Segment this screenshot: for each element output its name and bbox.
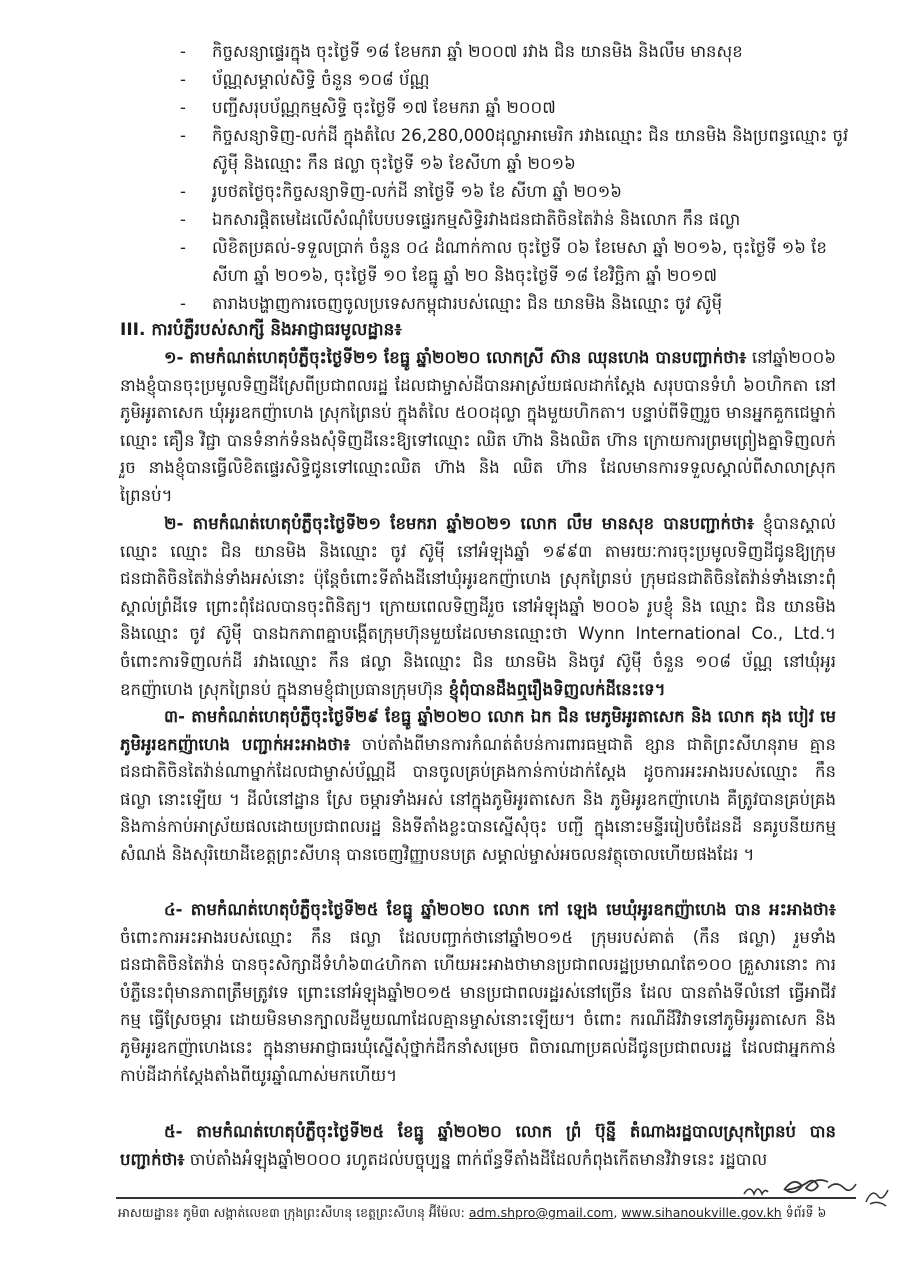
statement-body: ចាប់តាំងពីមានការកំណត់តំបន់ការពារធម្មជាតិ ខ្សាន ជាតិព្រះសីហនុរាម គ្មានជនជាតិចិនតៃវ៉ាន់ណាម្នាក់ដែលជាម្ចាស់ប័ណ្ណដី បានចូលគ្រប់គ្រងកាន់កាប់ដាក់ស្តែង ដូចការអះអាងរបស់ឈ្មោះ កឹន ផល្លា នោះឡើយ ។ ដីលំនៅដ្ឋាន ស្រែ ចម្ការទាំងអស់ នៅក្នុងភូមិអូរតាសេក និង ភូមិអូរឧកញ៉ាហេង គឺត្រូវបានគ្រប់គ្រង និងកាន់កាប់អាស្រ័យផលដោយប្រជាពលរដ្ឋ និងទីតាំងខ្លះបានស្នើសុំចុះ បញ្ជី ក្នុងនោះមន្ទីររៀបចំដែនដី នគរូបនីយកម្ម សំណង់ និងសុរិយោដីខេត្តព្រះសីហនុ បានចេញវិញ្ញាបនបត្រ សម្គាល់ម្ចាស់អចលនវត្ថុចោលហើយផងដែរ ។ <box>120 734 836 864</box>
section-heading: III. ការបំភ្លឺរបស់សាក្សី និងអាជ្ញាធរមូលដ្ឋាន៖ <box>120 320 402 340</box>
dash-marker: - <box>180 238 186 257</box>
footer-divider <box>116 1197 856 1199</box>
statement-lead: ១- តាមកំណត់ហេតុបំភ្លឺចុះថ្ងៃទី២១ ខែធ្នូ ឆ្នាំ២០២០ លោកស្រី ស៊ាន ឈុនហេង បានបញ្ជាក់ថា៖ <box>164 348 747 367</box>
witness-statement-4 <box>120 896 836 1089</box>
page-initial-mark <box>862 1180 892 1210</box>
statement-body: ចាប់តាំងអំឡុងឆ្នាំ២០០០ រហូតដល់បច្ចុប្បន្ន ពាក់ព័ន្ធទីតាំងដីដែលកំពុងកើតមានវិវាទនេះ រដ្ឋបាល <box>184 1149 768 1169</box>
list-item: - រូបថតថ្ងៃចុះកិច្ចសន្យាទិញ-លក់ដី នាថ្ងៃទី ១៦ ខែ សីហា ឆ្នាំ ២០១៦ <box>196 178 856 206</box>
witness-statement-2 <box>120 510 836 703</box>
statement-body: ខ្ញុំបានស្គាល់ឈ្មោះ ឈ្មោះ ជិន យានមិង និងឈ្មោះ ចូវ ស៊ូមុី នៅអំឡុងឆ្នាំ ១៩៩៣ តាមរយៈការចុះប្រមូលទិញដីជូនឱ្យក្រុមជនជាតិចិនតៃវ៉ាន់ទាំងអស់នោះ ប៉ុន្តែចំពោះទីតាំងដីនៅឃុំអូរឧកញ៉ាហេង ស្រុកព្រៃនប់ ក្រុមជនជាតិចិនតៃវ៉ាន់ទាំងនោះពុំស្គាល់ព្រំដីទេ ព្រោះពុំដែលបានចុះពិនិត្យ។ ក្រោយពេលទិញដីរួច នៅអំឡុងឆ្នាំ ២០០៦ រូបខ្ញុំ និង ឈ្មោះ ជិន យានមិង និងឈ្មោះ ចូវ ស៊ូមុី បានឯកភាពគ្នាបង្កើតក្រុមហ៊ុនមួយដែលមានឈ្មោះថា Wynn International Co., Ltd.។ ចំពោះការទិញលក់ដី រវាងឈ្មោះ កឹន ផល្លា និងឈ្មោះ ជិន យានមិង និងចូវ ស៊ូមុី ចំនួន ១០៨ ប័ណ្ណ នៅឃុំអូរឧកញ៉ាហេង ស្រុកព្រៃនប់ ក្នុងនាមខ្ញុំជាប្រធានក្រុមហ៊ុន <box>120 514 836 699</box>
evidence-list <box>180 38 856 318</box>
dash-marker: - <box>180 42 186 61</box>
list-item: - ឯកសារផ្តិតមេដៃលើសំណុំបែបបទផ្ទេរកម្មសិទ្ធិរវាងជនជាតិចិនតៃវ៉ាន់ និងលោក កឹន ផល្លា <box>196 206 856 234</box>
list-item: - កិច្ចសន្យាផ្ទេរក្នុង ចុះថ្ងៃទី ១៨ ខែមករា ឆ្នាំ ២០០៧ រវាង ជិន យានមិង និងលឹម មានសុខ <box>196 38 856 66</box>
statement-lead: ៤- តាមកំណត់ហេតុបំភ្លឺចុះថ្ងៃទី២៥ ខែធ្នូ ឆ្នាំ២០២០ លោក កៅ ឡេង មេឃុំអូរឧកញ៉ាហេង បាន អះអាងថា៖ <box>164 900 836 919</box>
footer-address: អាសយដ្ឋាន៖ ភូមិ៣ សង្កាត់លេខ៣ ក្រុងព្រះសីហនុ ខេត្តព្រះសីហនុ អ៊ីម៉ែល: <box>118 1205 465 1220</box>
statement-lead: ៥- តាមកំណត់ហេតុបំភ្លឺចុះថ្ងៃទី២៥ ខែធ្នូ ឆ្នាំ២០២០ លោក ព្រំ ប៊ុន្នី តំណាងរដ្ឋបាលស្រុកព្រៃនប់ បាន បញ្ជាក់ថា៖ <box>120 1122 836 1169</box>
statement-body: ចំពោះការអះអាងរបស់ឈ្មោះ កឹន ផល្លា ដែលបញ្ជាក់ថានៅឆ្នាំ២០១៥ ក្រុមរបស់គាត់ (កឹន ផល្លា) រួមទាំងជនជាតិចិនតៃវ៉ាន់ បានចុះសិក្សាដីទំហំ៦៣៤ហិកតា ហើយអះអាងថាមានប្រជាពលរដ្ឋប្រមាណតែ១០០ គ្រួសារនោះ ការបំភ្លឺនេះពុំមានភាពត្រឹមត្រូវទេ ព្រោះនៅអំឡុងឆ្នាំ២០១៥ មានប្រជាពលរដ្ឋរស់នៅច្រើន ដែល បានតាំងទីលំនៅ ធ្វើអាជីវកម្ម ធ្វើស្រែចម្ការ ដោយមិនមានក្បាលដីមួយណាដែលគ្មានម្ចាស់នោះឡើយ។ ចំពោះ ករណីដីវិវាទនៅភូមិអូរតាសេក និងភូមិអូរឧកញ៉ាហេងនេះ ក្នុងនាមអាជ្ញាធរឃុំស្នើសុំថ្នាក់ដឹកនាំសម្រេច ពិចារណាប្រគល់ដីជូនប្រជាពលរដ្ឋ ដែលជាអ្នកកាន់កាប់ដីដាក់ស្តែងតាំងពីយូរឆ្នាំណាស់មកហើយ។ <box>120 927 836 1085</box>
witness-statement-3 <box>120 703 836 869</box>
list-item: - បញ្ជីសរុបប័ណ្ណកម្មសិទ្ធិ ចុះថ្ងៃទី ១៧ ខែមករា ឆ្នាំ ២០០៧ <box>196 94 856 122</box>
footer-website-link[interactable]: www.sihanoukville.gov.kh <box>621 1205 782 1220</box>
witness-statement-5 <box>120 1118 836 1173</box>
page-footer <box>118 1203 858 1223</box>
list-item: - ប័ណ្ណសម្គាល់សិទ្ធិ ចំនួន ១០៨ ប័ណ្ណ <box>196 66 856 94</box>
dash-marker: - <box>180 182 186 201</box>
footer-email-link[interactable]: adm.shpro@gmail.com <box>468 1205 614 1220</box>
dash-marker: - <box>180 210 186 229</box>
page-number: ទំព័រទី ៦ <box>785 1205 827 1220</box>
statement-lead: ៣- តាមកំណត់ហេតុបំភ្លឺចុះថ្ងៃទី២៩ ខែធ្នូ ឆ្នាំ២០២០ លោក ឯក ជិន មេភូមិអូរតាសេក និង លោក តុង បៀវ មេភូមិអូរឧកញ៉ាហេង បញ្ជាក់អះអាងថា៖ <box>120 707 836 754</box>
statement-lead: ២- តាមកំណត់ហេតុបំភ្លឺចុះថ្ងៃទី២១ ខែមករា ឆ្នាំ២០២១ លោក លឹម មានសុខ បានបញ្ជាក់ថា៖ <box>164 514 754 533</box>
list-item: - កិច្ចសន្យាទិញ-លក់ដី ក្នុងតំលៃ 26,280,000ដុល្លាអាមេរិក រវាងឈ្មោះ ជិន យានមិង និងប្រពន្ធឈ្មោះ ចូវ ស៊ូមុី និងឈ្មោះ កឹន ផល្លា ចុះថ្ងៃទី ១៦ ខែសីហា ឆ្នាំ ២០១៦ <box>196 122 856 178</box>
list-item: - លិខិតប្រគល់-ទទួលប្រាក់ ចំនួន ០៤ ដំណាក់កាល ចុះថ្ងៃទី ០៦ ខែមេសា ឆ្នាំ ២០១៦, ចុះថ្ងៃទី ១៦ ខែសីហា ឆ្នាំ ២០១៦, ចុះថ្ងៃទី ១០ ខែធ្នូ ឆ្នាំ ២០ និងចុះថ្ងៃទី ១៨ ខែវិច្ឆិកា ឆ្នាំ ២០១៧ <box>196 234 856 290</box>
dash-marker: - <box>180 294 186 313</box>
footer-separator: , <box>613 1205 618 1220</box>
witness-statement-1 <box>120 344 836 510</box>
dash-marker: - <box>180 70 186 89</box>
statement-body: នៅឆ្នាំ២០០៦ នាងខ្ញុំបានចុះប្រមូលទិញដីស្រែពីប្រជាពលរដ្ឋ ដែលជាម្ចាស់ដីបានអាស្រ័យផលដាក់ស្តែង សរុបបានទំហំ ៦០ហិកតា នៅភូមិអូរតាសេក ឃុំអូរឧកញ៉ាហេង ស្រុកព្រៃនប់ ក្នុងតំលៃ ៥០០ដុល្លា ក្នុងមួយហិកតា។ បន្ទាប់ពីទិញរួច មានអ្នកគួកជេម្នាក់ឈ្មោះ គឿន វិជ្ជា បានទំនាក់ទំនងសុំទិញដីនេះឱ្យទៅឈ្មោះ ឈិត ហ៊ាង និងឈិត ហ៊ាន ក្រោយការព្រមព្រៀងគ្នាទិញលក់រួច នាងខ្ញុំបានធ្វើលិខិតផ្ទេរសិទ្ធិជូនទៅឈ្មោះឈិត ហ៊ាង និង ឈិត ហ៊ាន ដែលមានការទទួលស្គាល់ពីសាលាស្រុកព្រៃនប់។ <box>120 348 837 505</box>
statement-emphasis: ខ្ញុំពុំបានដឹងឮរឿងទិញលក់ដីនេះទេ។ <box>448 679 666 699</box>
dash-marker: - <box>180 98 186 117</box>
dash-marker: - <box>180 126 186 145</box>
list-item: - តារាងបង្ហាញការចេញចូលប្រទេសកម្ពុជារបស់ឈ្មោះ ជិន យានមិង និងឈ្មោះ ចូវ ស៊ូមុី <box>196 290 856 318</box>
